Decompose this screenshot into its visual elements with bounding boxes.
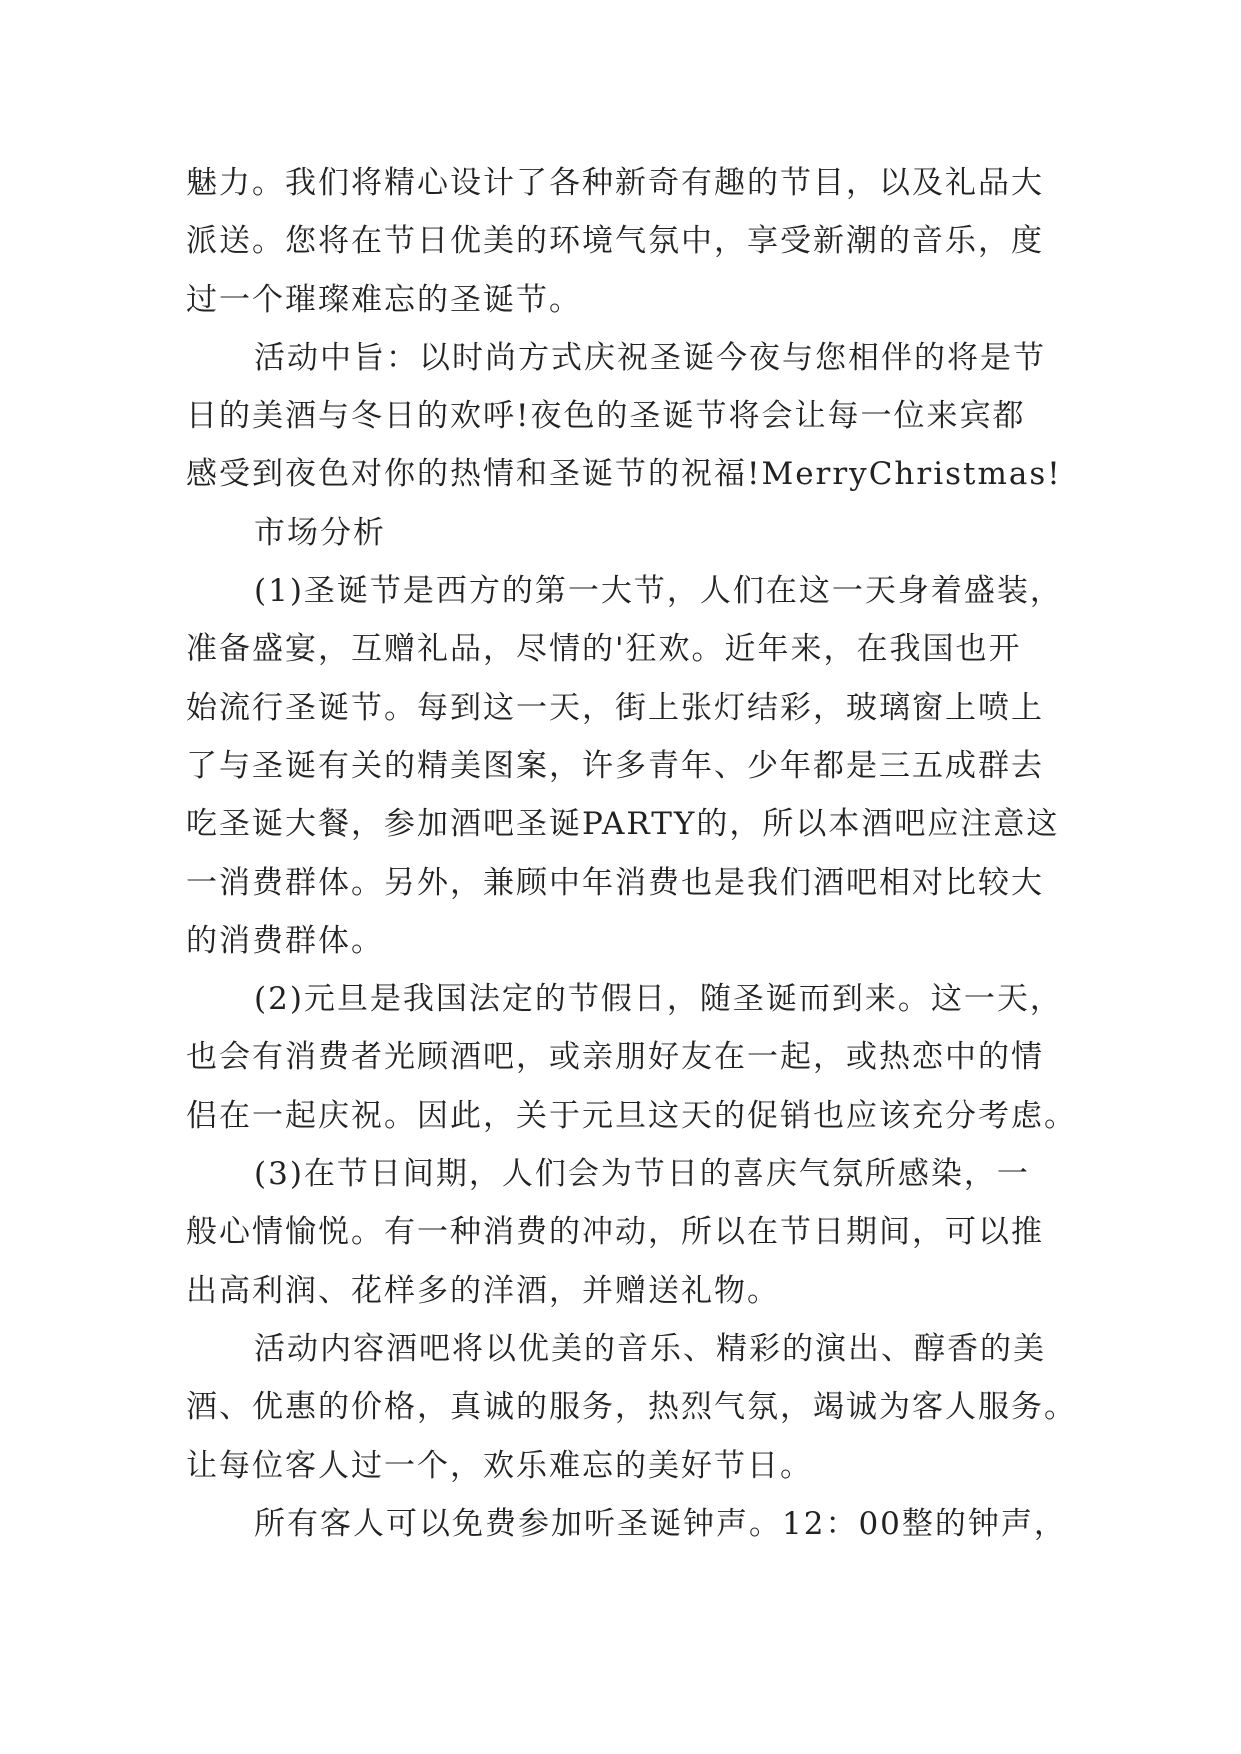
text-line-9: 准备盛宴，互赠礼品，尽情的'狂欢。近年来，在我国也开 [186, 631, 1022, 668]
text-line-21: 活动内容酒吧将以优美的音乐、精彩的演出、醇香的美 [254, 1330, 1046, 1367]
text-line-10: 始流行圣诞节。每到这一天，街上张灯结彩，玻璃窗上喷上 [186, 689, 1044, 726]
text-line-11: 了与圣诞有关的精美图案，许多青年、少年都是三五成群去 [186, 747, 1044, 784]
text-line-14: 的消费群体。 [186, 922, 384, 959]
text-line-13: 一消费群体。另外，兼顾中年消费也是我们酒吧相对比较大 [186, 864, 1044, 901]
text-line-15: (2)元旦是我国法定的节假日，随圣诞而到来。这一天， [254, 981, 1063, 1018]
text-line-20: 出高利润、花样多的洋酒，并赠送礼物。 [186, 1272, 780, 1309]
text-line-17: 侣在一起庆祝。因此，关于元旦这天的促销也应该充分考虑。 [186, 1097, 1077, 1134]
text-line-23: 让每位客人过一个，欢乐难忘的美好节日。 [186, 1447, 813, 1484]
text-line-5: 日的美酒与冬日的欢呼!夜色的圣诞节将会让每一位来宾都 [186, 398, 1026, 435]
text-line-22: 酒、优惠的价格，真诚的服务，热烈气氛，竭诚为客人服务。 [186, 1389, 1077, 1426]
text-line-12: 吃圣诞大餐，参加酒吧圣诞PARTY的，所以本酒吧应注意这 [186, 806, 1060, 843]
text-line-4: 活动中旨：以时尚方式庆祝圣诞今夜与您相伴的将是节 [254, 339, 1046, 376]
text-line-19: 般心情愉悦。有一种消费的冲动，所以在节日期间，可以推 [186, 1214, 1044, 1251]
section-heading-market-analysis: 市场分析 [254, 514, 386, 551]
text-line-1: 魅力。我们将精心设计了各种新奇有趣的节目，以及礼品大 [186, 165, 1044, 201]
text-line-3: 过一个璀璨难忘的圣诞节。 [186, 281, 582, 318]
text-line-2: 派送。您将在节日优美的环境气氛中，享受新潮的音乐，度 [186, 223, 1044, 260]
text-line-18: (3)在节日间期，人们会为节日的喜庆气氛所感染，一 [254, 1156, 1030, 1193]
text-line-6: 感受到夜色对你的热情和圣诞节的祝福!MerryChristmas! [186, 456, 1062, 493]
text-line-16: 也会有消费者光顾酒吧，或亲朋好友在一起，或热恋中的情 [186, 1039, 1044, 1076]
text-line-8: (1)圣诞节是西方的第一大节，人们在这一天身着盛装， [254, 573, 1063, 610]
text-line-24: 所有客人可以免费参加听圣诞钟声。12：00整的钟声， [254, 1505, 1067, 1542]
document-body [186, 154, 1077, 1553]
